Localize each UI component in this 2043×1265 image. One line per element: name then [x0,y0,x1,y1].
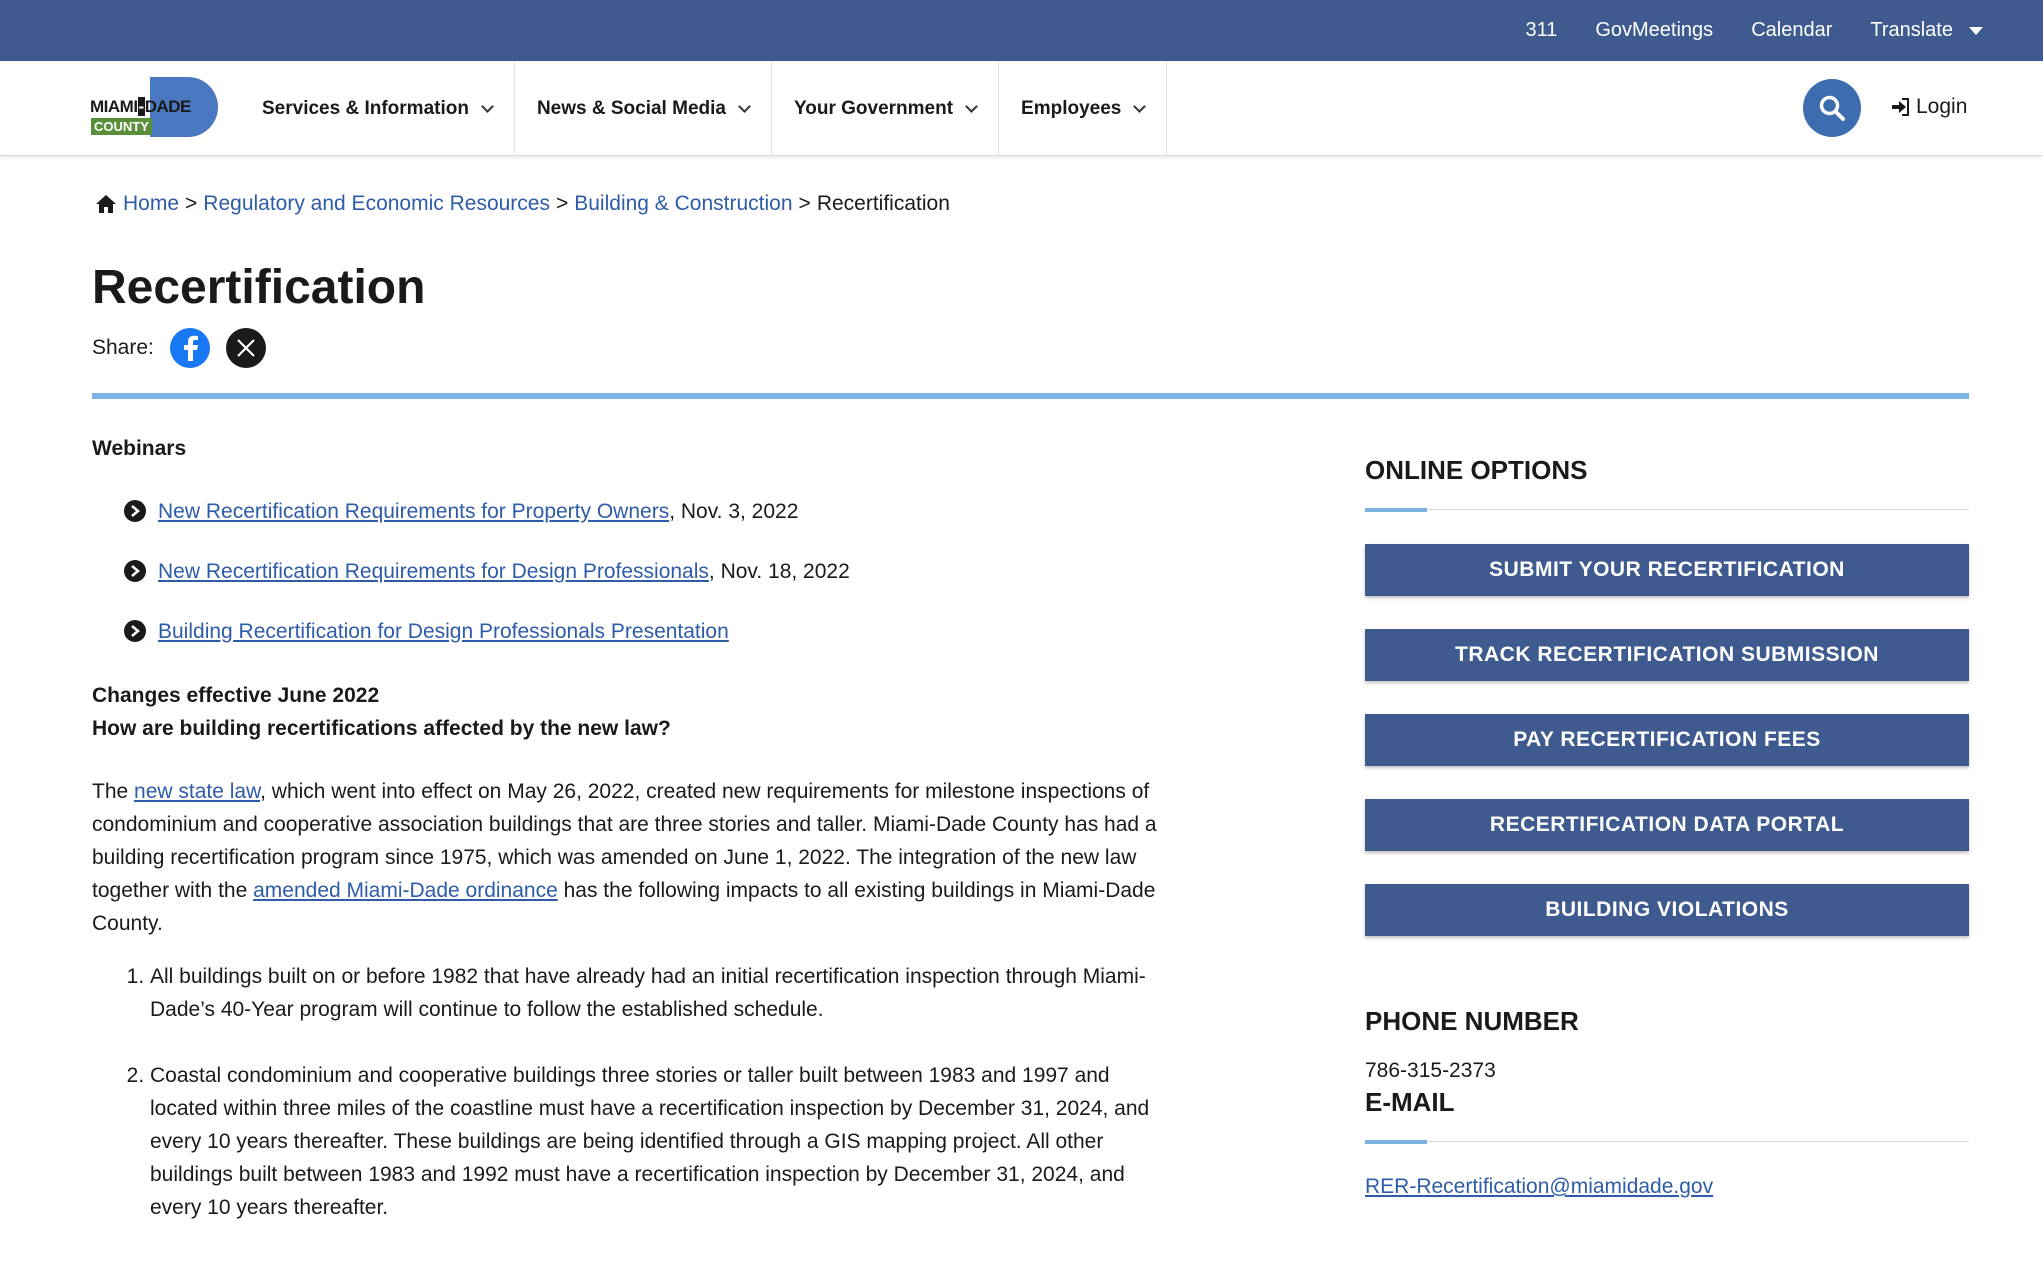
link-calendar[interactable]: Calendar [1751,19,1833,41]
changes-title: Changes effective June 2022 [92,684,380,707]
main-nav [240,61,1167,156]
login-label: Login [1916,95,1968,118]
list-item: 1. All buildings built on or before 1982 that have already had an initial recertification inspection through Miami-Dade’s 40-Year program will continue to follow the established schedule. [150,960,1172,1026]
webinar-list [92,481,1172,661]
breadcrumb-separator: > [185,192,198,215]
search-icon [1818,94,1846,122]
translate-dropdown[interactable] [1870,19,1983,42]
nav-your-government[interactable] [772,61,999,156]
intro-paragraph [92,775,1172,940]
heading-divider [1365,508,1969,511]
x-icon [236,338,256,358]
logo-text-miami: MIAMI [90,97,138,116]
x-share-button[interactable] [226,328,266,368]
webinar-link-property-owners[interactable]: New Recertification Requirements for Property Owners [158,499,670,523]
list-item [124,481,1172,541]
utility-bar [0,0,2043,61]
facebook-icon [179,335,201,361]
changes-question: How are building recertifications affected by the new law? [92,717,671,740]
pay-fees-button[interactable]: PAY RECERTIFICATION FEES [1365,714,1969,766]
breadcrumb-separator: > [798,192,811,215]
webinar-date: , Nov. 18, 2022 [708,559,850,583]
heading-divider [1365,1140,1969,1143]
translate-label: Translate [1870,19,1953,41]
webinars-heading: Webinars [92,437,187,460]
home-icon [95,194,117,214]
logo-county: COUNTY [91,118,152,135]
link-311[interactable]: 311 [1525,19,1558,41]
share-label: Share: [92,336,154,359]
nav-news-social-media[interactable] [515,61,772,156]
online-options-heading: ONLINE OPTIONS [1365,455,1588,485]
nav-label: Services & Information [262,97,469,119]
new-state-law-link[interactable]: new state law [134,780,261,803]
online-options-buttons [1365,544,1969,936]
nav-label: News & Social Media [536,97,726,119]
breadcrumb-regulatory[interactable]: Regulatory and Economic Resources [203,192,550,215]
para-text: The [92,780,135,803]
nav-label: Your Government [793,97,954,119]
email-link[interactable]: RER-Recertification@miamidade.gov [1365,1175,1714,1198]
facebook-share-button[interactable] [170,328,210,368]
phone-number: 786-315-2373 [1365,1059,1496,1082]
breadcrumb-separator: > [555,192,569,215]
data-portal-button[interactable]: RECERTIFICATION DATA PORTAL [1365,799,1969,851]
main-header [0,61,2043,156]
logo-text-dade: DADE [144,97,191,116]
list-item [124,541,1172,601]
submit-recertification-button[interactable]: SUBMIT YOUR RECERTIFICATION [1365,544,1969,596]
nav-services-information[interactable] [240,61,515,156]
email-address [1365,1175,1969,1199]
chevron-down-icon [1133,100,1146,113]
chevron-down-icon [481,100,494,113]
amended-ordinance-link[interactable]: amended Miami-Dade ordinance [253,879,558,902]
share-bar [92,328,266,368]
sidebar [1365,430,1969,1199]
breadcrumb [95,192,950,216]
link-govmeetings[interactable]: GovMeetings [1595,19,1714,41]
nav-employees[interactable] [999,61,1167,156]
sign-in-icon [1890,97,1910,117]
search-button[interactable] [1803,79,1861,137]
phone-heading: PHONE NUMBER [1365,1006,1579,1036]
title-divider [92,393,1969,399]
para-text: , which went into effect on May 26, 2022, created new requirements for milestone inspections of condominium and cooperative association buildings that are three stories and taller. Miami-Dade County has had a building recertification program since 1975, which was amended on June 1, 2022. The integration of the new law together with the [92,780,1157,902]
impacts-list [92,960,1172,1224]
utility-links [1525,0,1983,61]
main-content [92,430,1172,1257]
breadcrumb-home[interactable]: Home [123,192,180,215]
webinar-link-design-professionals[interactable]: New Recertification Requirements for Design Professionals [158,559,709,583]
logo-wordmark: MIAMI-DADE [90,97,191,116]
changes-heading [92,679,1172,745]
track-recertification-button[interactable]: TRACK RECERTIFICATION SUBMISSION [1365,629,1969,681]
building-violations-button[interactable]: BUILDING VIOLATIONS [1365,884,1969,936]
caret-down-icon [1969,27,1983,35]
page-title: Recertification [92,261,426,314]
webinar-link-presentation[interactable]: Building Recertification for Design Professionals Presentation [158,619,729,643]
login-link[interactable] [1890,95,1967,119]
miami-dade-logo[interactable] [90,77,220,137]
list-item [124,601,1172,661]
email-heading: E-MAIL [1365,1087,1455,1117]
chevron-circle-right-icon [124,500,146,522]
chevron-down-icon [965,100,978,113]
chevron-circle-right-icon [124,620,146,642]
chevron-circle-right-icon [124,560,146,582]
chevron-down-icon [738,100,751,113]
breadcrumb-current: Recertification [816,192,950,215]
para-text: has the following impacts to all existing buildings in Miami-Dade County. [92,879,1156,935]
list-item: 2. Coastal condominium and cooperative buildings three stories or taller built between 1983 and 1997 and located within three miles of the coastline must have a recertification inspection by December 31, 2024, and every 10 years thereafter. These buildings are being identified through a GIS mapping project. All other buildings built between 1983 and 1992 must have a recertification inspection by December 31, 2024, and every 10 years thereafter. [150,1059,1172,1224]
webinar-date: , Nov. 3, 2022 [669,499,799,523]
nav-label: Employees [1021,97,1122,119]
breadcrumb-building-construction[interactable]: Building & Construction [574,192,793,215]
